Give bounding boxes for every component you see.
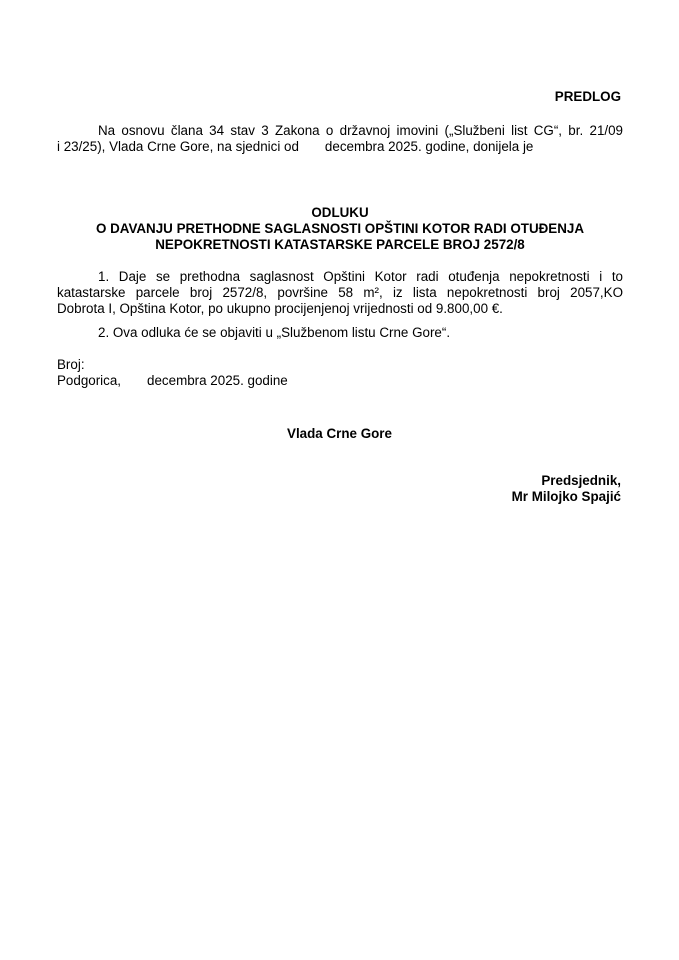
decision-heading [40, 205, 640, 253]
place-date [57, 373, 288, 389]
signature-block [512, 473, 621, 505]
preamble-line-2-start: i 23/25), Vlada Crne Gore, na sjednici od [57, 139, 299, 154]
president-name: Mr Milojko Spajić [511, 489, 621, 504]
item-1-line-3: Dobrota I, Opština Kotor, po ukupno procijenjenoj vrijednosti od 9.800,00 €. [57, 301, 503, 316]
preamble-line-2-end: decembra 2025. godine, donijela je [324, 139, 534, 154]
preamble-line-1: Na osnovu člana 34 stav 3 Zakona o državnoj imovini („Službeni list CG“, br. 21/09 [98, 123, 623, 138]
preamble [57, 123, 623, 155]
preamble-line-2 [57, 139, 623, 155]
place-name: Podgorica, [57, 373, 122, 388]
decision-item-2 [57, 325, 623, 341]
decision-title: ODLUKU [311, 205, 369, 220]
item-1-line-1: 1. Daje se prethodna saglasnost Opštini Kotor radi otuđenja nepokretnosti i to [98, 269, 623, 284]
proposal-label: PREDLOG [554, 89, 621, 104]
decision-subtitle-line-1: O DAVANJU PRETHODNE SAGLASNOSTI OPŠTINI KOTOR RADI OTUĐENJA [95, 221, 585, 236]
date-text: decembra 2025. godine [147, 373, 288, 388]
item-2-text: 2. Ova odluka će se objaviti u „Službenom listu Crne Gore“. [98, 325, 451, 340]
decision-subtitle-line-2: NEPOKRETNOSTI KATASTARSKE PARCELE BROJ 2572/8 [155, 237, 525, 252]
item-1-line-2: katastarske parcele broj 2572/8, površine 58 m², iz lista nepokretnosti broj 2057,KO [57, 285, 623, 300]
number-label: Broj: [57, 357, 85, 372]
decision-item-1 [57, 269, 623, 317]
president-title: Predsjednik, [541, 473, 621, 488]
government-name: Vlada Crne Gore [287, 426, 392, 441]
